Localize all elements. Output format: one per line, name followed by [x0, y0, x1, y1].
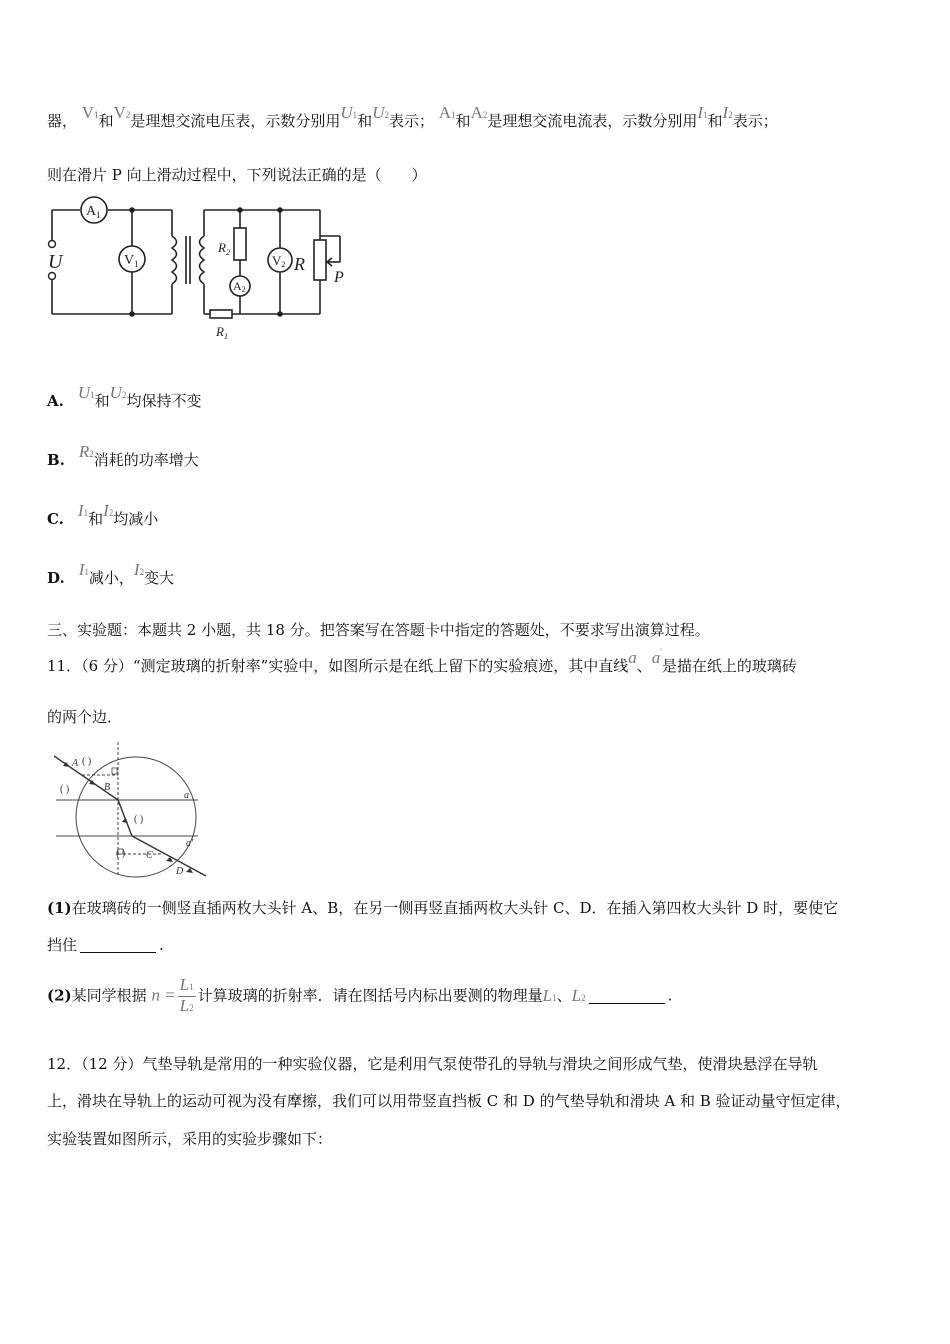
pin-c-label: C [146, 850, 153, 861]
intro-line-1: 器， V1和V2是理想交流电压表，示数分别用U1和U2表示； A1和A2是理想交流电流表，示数分别用I1和I2表示； [47, 103, 778, 130]
u1-symbol: U1 [340, 103, 358, 122]
p-slider-label: P [334, 269, 344, 286]
a2-meter-label: A2 [233, 279, 246, 294]
a2-symbol: A2 [470, 103, 488, 122]
v1-meter-label: $V_1$ [124, 253, 139, 269]
question-text: 则在滑片 P 向上滑动过程中，下列说法正确的是（ ） [47, 166, 427, 184]
r1-label: $R_1$ [216, 324, 228, 341]
option-a[interactable]: A. U1和U2均保持不变 [47, 383, 202, 410]
q12-line-1: 12．（12 分）气垫导轨是常用的一种实验仪器，它是利用气泵使带孔的导轨与滑块之间形成气垫，使滑块悬浮在导轨 [47, 1055, 818, 1073]
q11-part-1: (1)在玻璃砖的一侧竖直插两枚大头针 A、B，在另一侧再竖直插两枚大头针 C、D．在插入第四枚大头针 D 时，要使它 [47, 899, 839, 917]
section-3-heading: 三、实验题：本题共 2 小题，共 18 分。把答案写在答题卡中指定的答题处，不要求写出演算过程。 [47, 621, 710, 639]
u2-symbol: U2 [372, 103, 389, 122]
a1-symbol: A1 [438, 103, 456, 122]
i1-symbol: I1 [697, 103, 708, 122]
option-b[interactable]: B. R2消耗的功率增大 [47, 442, 199, 469]
pin-b-label: B [104, 782, 111, 793]
q12-line-3: 实验装置如图所示，采用的实验步骤如下： [47, 1130, 333, 1148]
v1-symbol: V1 [81, 103, 99, 122]
paren-3: ( ) [134, 814, 144, 825]
edge-a-prime-label: a' [186, 838, 194, 849]
answer-blank-1[interactable] [80, 951, 156, 953]
r-label: R [294, 254, 305, 274]
answer-blank-2[interactable] [589, 1002, 665, 1004]
i2-symbol: I2 [722, 103, 733, 122]
paren-1: ( ) [82, 756, 92, 767]
u-source-label: U [48, 251, 63, 273]
refraction-diagram [52, 740, 212, 878]
q11-part-2: (2)某同学根据 n = $\frac{L1}{L2}$ 计算玻璃的折射率．请在图括号内标出要测的物理量L1、L2 . [47, 975, 673, 1015]
v2-symbol: V2 [113, 103, 131, 122]
option-c[interactable]: C. I1和I2均减小 [47, 501, 159, 528]
r2-label: $R_2$ [218, 240, 230, 257]
paren-2: ( ) [60, 784, 70, 795]
q11-line-1: 11．（6 分）“测定玻璃的折射率”实验中，如图所示是在纸上留下的实验痕迹，其中直线a、a'是描在纸上的玻璃砖 [47, 647, 797, 675]
pin-a-label: A [72, 758, 79, 769]
q11-line-2: 的两个边． [47, 708, 123, 726]
v2-meter-label: V2 [272, 253, 286, 269]
formula-fraction: $\frac{L1}{L2}$ [179, 975, 194, 1015]
paren-4: ( ) [116, 848, 126, 859]
edge-a-label: a [184, 790, 189, 801]
q12-line-2: 上，滑块在导轨上的运动可视为没有摩擦，我们可以用带竖直挡板 C 和 D 的气垫导轨和滑块 A 和 B 验证动量守恒定律， [47, 1092, 851, 1110]
pin-d-label: D [176, 866, 184, 877]
q11-part-1-cont: 挡住 . [47, 936, 164, 954]
circuit-diagram [44, 196, 364, 346]
a1-meter-label: $A_1$ [86, 204, 101, 220]
option-d[interactable]: D. I1减小，I2变大 [47, 560, 175, 587]
